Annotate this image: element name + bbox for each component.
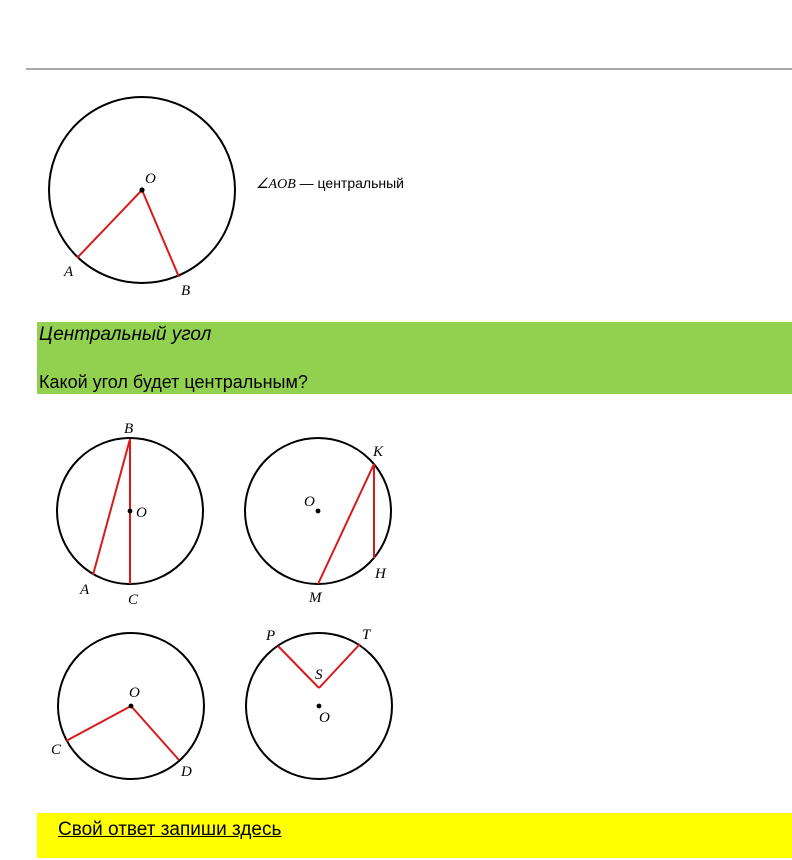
intro-center-point [139,187,144,192]
answer-link[interactable]: Свой ответ запиши здесь [58,819,282,840]
fig1-label-c: C [128,592,139,608]
fig1-circle [57,438,203,584]
fig3-center-point [129,704,134,709]
fig3-circle [58,633,204,779]
fig1-label-b: B [124,421,134,437]
answer-box [37,813,792,858]
intro-label-a: A [64,264,74,280]
fig2-label-m: M [309,590,322,606]
fig3-label-d: D [181,764,192,780]
intro-caption-text: — центральный [295,175,404,191]
task-header [37,322,792,394]
figure-4 [246,627,392,779]
fig2-label-k: K [373,444,384,460]
figure-1 [57,421,203,608]
fig2-label-h: H [375,566,386,582]
fig2-chord-km [318,464,374,584]
fig4-circle [246,633,392,779]
fig4-center-point [317,704,322,709]
intro-caption [256,175,404,193]
fig4-label-t: T [362,627,371,643]
fig1-label-a: A [80,582,90,598]
fig1-label-o: O [136,505,147,521]
fig3-radius-od [131,706,179,760]
intro-label-o: O [145,171,156,187]
top-divider [26,68,792,70]
fig3-label-c: C [51,742,62,758]
intro-figure [49,97,235,299]
fig1-center-point [128,509,133,514]
fig4-label-o: O [319,710,330,726]
figure-3 [51,633,204,780]
intro-radius-oa [77,190,142,258]
figure-2 [245,438,391,606]
intro-circle [49,97,235,283]
fig2-label-o: O [304,494,315,510]
task-question: Какой угол будет центральным? [39,372,308,392]
fig3-label-o: O [129,685,140,701]
intro-caption-angle: ∠AOB [256,177,296,192]
fig3-radius-oc [66,706,131,741]
fig4-label-p: P [266,628,276,644]
intro-radius-ob [142,190,179,277]
fig2-circle [245,438,391,584]
fig4-segment-ts [319,644,360,688]
fig4-segment-ps [278,646,319,688]
task-title: Центральный угол [39,324,212,345]
fig1-chord-ba [93,439,130,575]
intro-label-b: B [181,283,191,299]
fig4-label-s: S [315,667,323,683]
fig2-center-point [316,509,321,514]
